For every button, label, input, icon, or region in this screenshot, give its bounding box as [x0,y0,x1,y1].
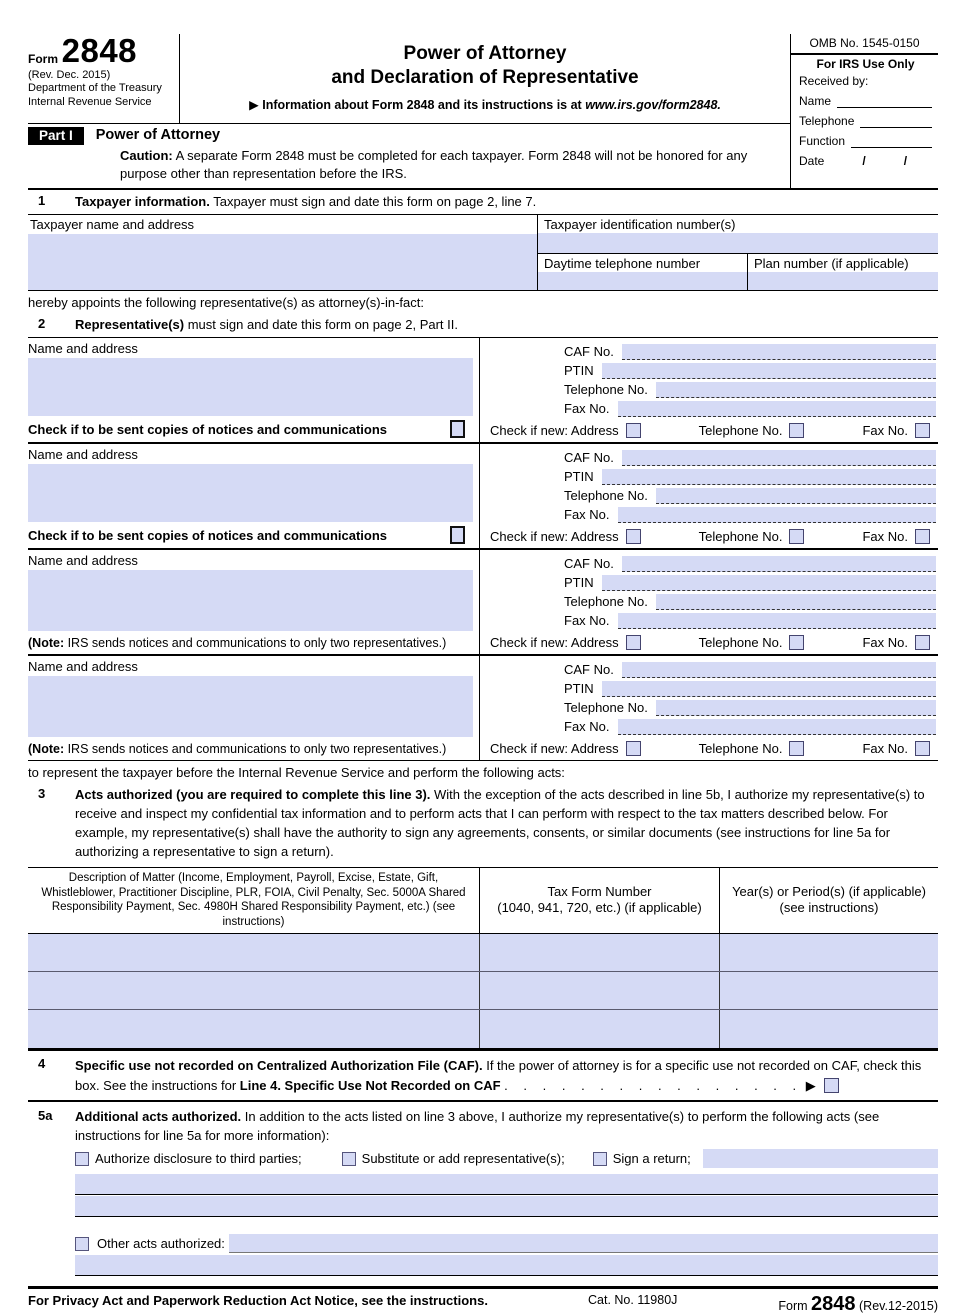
taxpayer-tin-label: Taxpayer identification number(s) [544,216,736,232]
rep3-fax-label: Fax No. [564,613,610,629]
acts-authorized-table [28,867,938,1049]
rep4-ptin-field[interactable] [602,681,936,697]
agency-line1: Department of the Treasury [28,82,162,95]
line1-number: 1 [38,193,46,209]
acts-row-3 [28,1010,938,1048]
rep3-checknew-label: Check if new: Address [490,635,619,651]
rep2-copies-checkbox[interactable] [450,526,465,544]
rep2-fax-label: Fax No. [564,507,610,523]
catalog-number: Cat. No. 11980J [588,1293,678,1307]
rep3-fax-field[interactable] [618,613,936,629]
rep2-telephone-field[interactable] [656,488,936,504]
received-function-field[interactable] [851,135,932,148]
rep1-name-label: Name and address [28,341,138,357]
rep3-telephone-label: Telephone No. [564,594,648,610]
rep1-telephone-field[interactable] [656,382,936,398]
line1-row: 1 Taxpayer information. Taxpayer must sign and date this form on page 2, line 7. [28,190,938,214]
rep3-name-address-field[interactable] [28,570,473,631]
acts-row1-description-field[interactable] [28,934,480,971]
irs-url: www.irs.gov/form2848. [585,97,721,112]
rep2-checknew-fax-label: Fax No. [862,529,908,545]
rep3-new-address-checkbox[interactable] [626,635,641,650]
line4-row: 4 Specific use not recorded on Centralized Authorization File (CAF). If the power of attorney is for a specific use not recorded on CAF, check this box. See the instructions for Line 4. Specific Use Not Recorded on CAF . . . . . . . . . . . . . . . . ▶ [28,1051,938,1100]
line3-number: 3 [38,786,46,802]
received-telephone-label: Telephone [799,114,855,128]
rep1-fax-field[interactable] [618,401,936,417]
part1-title: Power of Attorney [95,127,221,143]
form-title: Power of Attorney and Declaration of Representative [331,43,639,88]
rep1-ptin-field[interactable] [602,363,936,379]
rep4-checknew-fax-label: Fax No. [862,741,908,757]
rep4-caf-field[interactable] [622,662,936,678]
rep2-name-address-field[interactable] [28,464,473,522]
line5a-row: 5a Additional acts authorized. In addition to the acts listed on line 3 above, I authorize my representative(s) to perform the following acts (see instructions for line 5a for more information): [28,1102,938,1146]
rep3-new-telephone-checkbox[interactable] [789,635,804,650]
acts-row3-years-field[interactable] [720,1010,938,1048]
rep1-checknew-tel-label: Telephone No. [698,423,783,439]
sign-return-checkbox[interactable] [593,1152,607,1166]
acts-row3-description-field[interactable] [28,1010,480,1048]
rep4-checknew-tel-label: Telephone No. [698,741,783,757]
plan-number-label: Plan number (if applicable) [754,255,909,271]
acts-row2-description-field[interactable] [28,972,480,1009]
appoints-text: hereby appoints the following representative(s) as attorney(s)-in-fact: [28,294,424,310]
rep4-checknew-label: Check if new: Address [490,741,619,757]
rep4-telephone-field[interactable] [656,700,936,716]
footer-form-id: Form 2848 (Rev.12-2015) [778,1293,938,1315]
rep2-new-address-checkbox[interactable] [626,529,641,544]
rep2-ptin-field[interactable] [602,469,936,485]
rep3-note: (Note: IRS sends notices and communications to only two representatives.) [28,636,447,651]
line5a-checkbox-row [28,1146,938,1168]
form-number-block [28,34,180,123]
other-acts-checkbox[interactable] [75,1237,89,1251]
rep2-copies-label: Check if to be sent copies of notices and communications [28,527,388,543]
rep3-ptin-field[interactable] [602,575,936,591]
rep1-telephone-label: Telephone No. [564,382,648,398]
rep2-ptin-label: PTIN [564,469,594,485]
rep2-checknew-tel-label: Telephone No. [698,529,783,545]
received-function-label: Function [799,134,846,148]
rep4-new-address-checkbox[interactable] [626,741,641,756]
rep2-telephone-label: Telephone No. [564,488,648,504]
agency-line2: Internal Revenue Service [28,96,152,109]
representative-block-3 [28,548,938,654]
part1-badge: Part I [28,127,84,145]
irs-use-only-label: For IRS Use Only [816,57,915,71]
irs-use-only-box: OMB No. 1545-0150 For IRS Use Only Received by: Name Telephone Function Date / / [790,34,938,190]
rep3-telephone-field[interactable] [656,594,936,610]
acts-row1-years-field[interactable] [720,934,938,971]
substitute-representative-checkbox[interactable] [342,1152,356,1166]
privacy-notice: For Privacy Act and Paperwork Reduction Act Notice, see the instructions. [28,1293,488,1308]
rep2-caf-field[interactable] [622,450,936,466]
received-name-label: Name [799,94,832,108]
arrow-icon: ▶ [249,97,259,112]
part1-caution: Caution: A separate Form 2848 must be completed for each taxpayer. Form 2848 will not be honored for any purpose other than representation before the IRS. [120,148,748,181]
rep1-copies-checkbox[interactable] [450,420,465,438]
rep4-fax-label: Fax No. [564,719,610,735]
rep3-caf-label: CAF No. [564,556,614,572]
rep3-caf-field[interactable] [622,556,936,572]
rep2-checknew-label: Check if new: Address [490,529,619,545]
line5a-number: 5a [38,1108,53,1124]
rep1-fax-label: Fax No. [564,401,610,417]
acts-col1-header: Description of Matter (Income, Employment, Payroll, Excise, Estate, Gift, Whistleblower, Practitioner Discipline, PLR, FOIA, Civil Penalty, Sec. 5000A Shared Responsibility Payment, Sec. 4980H Shared Responsibility Payment, etc.) (see instructions) [28,868,480,934]
rep4-name-label: Name and address [28,659,138,675]
line4-number: 4 [38,1056,46,1072]
rep4-telephone-label: Telephone No. [564,700,648,716]
additional-acts-field-line2[interactable] [75,1196,938,1217]
form-number: 2848 [61,32,138,69]
rep1-checknew-fax-label: Fax No. [862,423,908,439]
rep4-ptin-label: PTIN [564,681,594,697]
rep1-copies-label: Check if to be sent copies of notices and communications [28,421,388,437]
rep1-caf-field[interactable] [622,344,936,360]
acts-row-2 [28,972,938,1010]
daytime-phone-field[interactable] [538,272,747,290]
other-acts-field-line2[interactable] [75,1255,938,1276]
line3-row: 3 Acts authorized (you are required to complete this line 3). With the exception of the acts described in line 5b, I authorize my representative(s) to receive and inspect my confidential tax information and to perform acts that I can perform with respect to the tax matters described below. For example, my representative(s) shall have the authority to sign any agreements, consents, or similar documents (see instructions for line 5a for authorizing a representative to sign a return). [28,783,938,866]
rep2-new-telephone-checkbox[interactable] [789,529,804,544]
rep3-name-label: Name and address [28,553,138,569]
received-name-field[interactable] [837,95,932,108]
rep3-checknew-tel-label: Telephone No. [698,635,783,651]
received-telephone-field[interactable] [860,115,932,128]
footer-form-number: 2848 [811,1293,856,1315]
form-revision: (Rev. Dec. 2015) [28,68,111,81]
acts-col3-header: Year(s) or Period(s) (if applicable) (see instructions) [732,883,926,916]
taxpayer-name-address-label: Taxpayer name and address [30,216,195,232]
authorize-disclosure-label: Authorize disclosure to third parties; [95,1151,302,1166]
taxpayer-tin-field[interactable] [538,233,938,253]
rep2-name-label: Name and address [28,447,138,463]
line2-number: 2 [38,315,46,331]
rep1-new-address-checkbox[interactable] [626,423,641,438]
rep2-caf-label: CAF No. [564,450,614,466]
line2-row: 2 Representative(s) must sign and date this form on page 2, Part II. [28,313,938,338]
acts-row3-taxform-field[interactable] [480,1010,720,1048]
rep3-ptin-label: PTIN [564,575,594,591]
rep4-new-telephone-checkbox[interactable] [789,741,804,756]
omb-number: OMB No. 1545-0150 [791,36,938,55]
rep4-fax-field[interactable] [618,719,936,735]
representative-block-4 [28,654,938,760]
rep1-caf-label: CAF No. [564,344,614,360]
info-line: ▶ Information about Form 2848 and its instructions is at www.irs.gov/form2848. [249,97,721,112]
dot-leaders: . . . . . . . . . . . . . . . . [504,1077,803,1093]
daytime-phone-label: Daytime telephone number [544,255,701,271]
representative-block-2 [28,442,938,548]
rep2-new-fax-checkbox[interactable] [915,529,930,544]
acts-row2-taxform-field[interactable] [480,972,720,1009]
sign-return-field[interactable] [703,1149,938,1168]
form-word: Form [28,51,58,66]
acts-row-1 [28,934,938,972]
rep4-new-fax-checkbox[interactable] [915,741,930,756]
rep4-note: (Note: IRS sends notices and communications to only two representatives.) [28,742,447,757]
substitute-representative-label: Substitute or add representative(s); [361,1151,565,1166]
other-acts-field[interactable] [229,1234,938,1253]
taxpayer-info-table [28,214,938,291]
rep1-checknew-label: Check if new: Address [490,423,619,439]
other-acts-label: Other acts authorized: [97,1236,225,1251]
arrow-icon: ▶ [805,1077,816,1093]
line4-specific-use-checkbox[interactable] [824,1078,839,1093]
acts-row1-taxform-field[interactable] [480,934,720,971]
rep3-new-fax-checkbox[interactable] [915,635,930,650]
rep4-name-address-field[interactable] [28,676,473,737]
plan-number-field[interactable] [748,272,938,290]
rep3-checknew-fax-label: Fax No. [862,635,908,651]
other-acts-row [28,1234,938,1253]
sign-return-label: Sign a return; [612,1151,691,1166]
rep4-caf-label: CAF No. [564,662,614,678]
rep2-fax-field[interactable] [618,507,936,523]
received-by-label: Received by: [799,74,869,88]
representative-block-1 [28,338,938,442]
additional-acts-field-line1[interactable] [75,1174,938,1195]
acts-row2-years-field[interactable] [720,972,938,1009]
taxpayer-name-address-field[interactable] [28,234,537,290]
rep1-name-address-field[interactable] [28,358,473,416]
acts-col2-header: Tax Form Number (1040, 941, 720, etc.) (if applicable) [480,868,720,934]
rep1-new-fax-checkbox[interactable] [915,423,930,438]
rep1-ptin-label: PTIN [564,363,594,379]
form-footer [28,1289,938,1316]
received-date-label: Date [799,154,825,168]
rep1-new-telephone-checkbox[interactable] [789,423,804,438]
authorize-disclosure-checkbox[interactable] [75,1152,89,1166]
represent-text: to represent the taxpayer before the Internal Revenue Service and perform the following acts: [28,765,565,781]
